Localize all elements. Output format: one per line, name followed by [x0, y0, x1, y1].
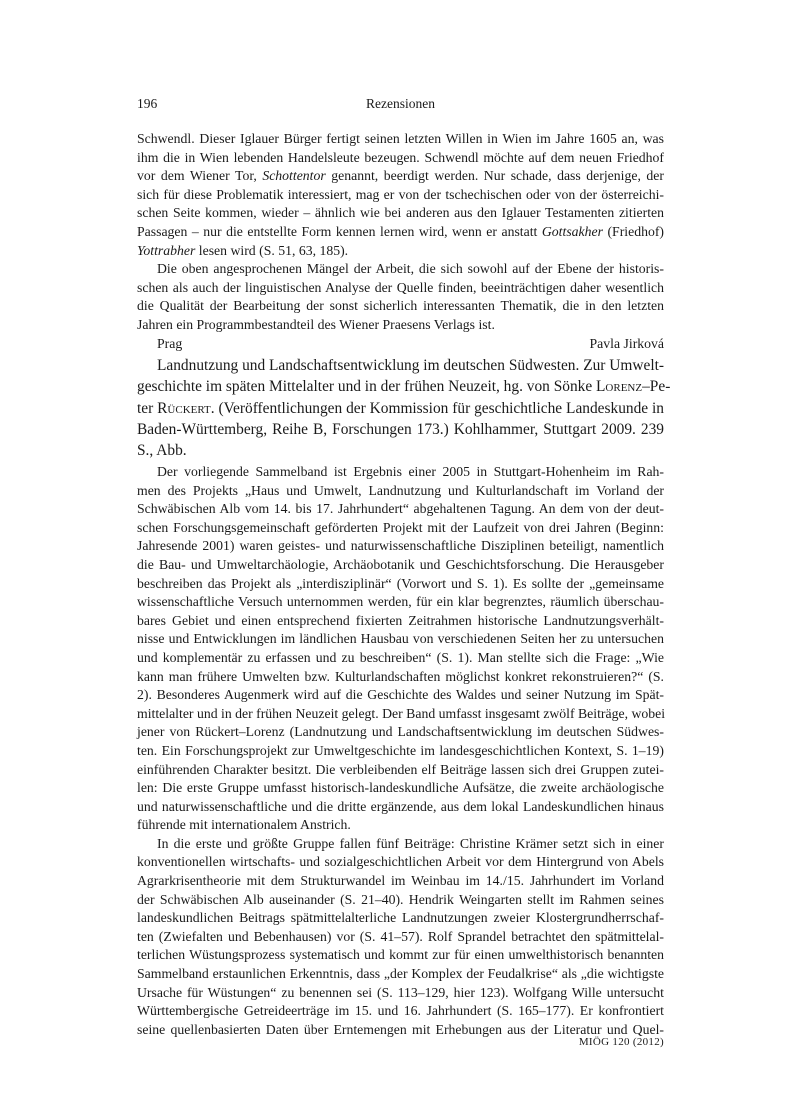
text-line: einführenden Charakter besitzt. Die verbleibenden elf Beiträge lassen sich drei Gruppen zutei-: [137, 761, 664, 777]
text-line: Die oben angesprochenen Mängel der Arbeit, die sich sowohl auf der Ebene der historis-: [157, 261, 664, 277]
bib-line: ter Rückert. (Veröffentlichungen der Kommission für geschichtliche Landeskunde in: [137, 399, 664, 417]
text-line: 2). Besonderes Augenmerk wird auf die Geschichte des Waldes und seiner Nutzung im Spät-: [137, 687, 664, 703]
running-title: Rezensionen: [366, 96, 435, 111]
text-line: und naturwissenschaftliche und die dritte ergänzende, aus dem lokal Landeskundlichen hinaus: [137, 798, 664, 814]
journal-footer: MIÖG 120 (2012): [578, 1036, 664, 1048]
text-line: schen Forschungsgemeinschaft geförderten Projekt mit der Laufzeit von drei Jahren (Beginn:: [137, 519, 664, 535]
text-line: und komplementär zu erfassen und zu beschreiben“ (S. 1). Man stellte sich die Frage: „Wie: [137, 649, 664, 665]
bib-line: Landnutzung und Landschaftsentwicklung im deutschen Südwesten. Zur Umwelt-: [157, 357, 664, 374]
review-place: Prag: [157, 335, 183, 351]
text-line: konventionellen wirtschafts- und sozialgeschichtlichen Arbeit vor dem Hintergrund von Abels: [137, 854, 664, 870]
text-line: ten (Zwiefalten und Bebenhausen) vor (S. 41–57). Rolf Sprandel betrachtet den spätmittelal-: [137, 928, 664, 944]
bib-line: geschichte im späten Mittelalter und in der frühen Neuzeit, hg. von Sönke Lorenz–Pe-: [137, 378, 671, 396]
text-line: sich für diese Problematik interessiert, mag er von der tschechischen oder von der österreichi-: [137, 186, 664, 202]
text-line: Jahren ein Programmbestandteil des Wiener Praesens Verlags ist.: [137, 316, 495, 332]
text-line: schen Seite kommen, wieder – ähnlich wie bei anderen aus den Iglauer Testamenten zitierten: [137, 205, 664, 221]
page-header: [137, 96, 664, 116]
text-line: seine quellenbasierten Daten über Erntemengen mit Erhebungen aus der Literatur und Quel-: [137, 1021, 664, 1037]
text-line: len: Die erste Gruppe umfasst historisch-landeskundliche Aufsätze, die zweite archäologische: [137, 780, 664, 796]
bibliographic-entry: [137, 355, 671, 461]
text-line: Jahresende 2001) waren geistes- und naturwissenschaftliche Disziplinen beteiligt, namentlich: [137, 538, 664, 554]
text-line: mittelalter und in der frühen Neuzeit gelegt. Der Band umfasst insgesamt zwölf Beiträge, wobei: [137, 705, 666, 721]
text-line: schen als auch der linguistischen Analyse der Quelle finden, beeinträchtigen daher wesentlich: [137, 279, 664, 295]
italic-term: Gottsakher: [541, 223, 603, 239]
text-line: die Qualität der Bearbeitung der sonst sicherlich interessanten Thematik, die in den letzten: [137, 298, 664, 314]
text-line: Schwendl. Dieser Iglauer Bürger fertigt seinen letzten Willen in Wien im Jahre 1605 an, was: [137, 131, 664, 146]
author-name: Lorenz: [596, 378, 643, 396]
text-line: bares Gebiet und einen entsprechend fixierten Zeitrahmen historische Landnutzungsverhält-: [137, 612, 664, 628]
text-line: Ursache für Wüstungen“ zu benennen sei (S. 113–129, hier 123). Wolfgang Wille untersucht: [137, 984, 664, 1000]
review-2-text: [137, 463, 664, 1039]
italic-term: Yottrabher: [137, 242, 196, 258]
text-line: Passagen – nur die entstellte Form kennen lernen wird, wenn er anstatt Gottsakher (Friedhof): [137, 223, 664, 239]
text-line: der Schwäbischen Alb auseinander (S. 21–40). Hendrik Weingarten stellt im Rahmen seines: [137, 891, 664, 907]
text-line: Schwäbischen Alb vom 14. bis 17. Jahrhundert“ abgehaltenen Tagung. An dem von der deut-: [137, 501, 664, 517]
text-line: men des Projekts „Haus und Umwelt, Landnutzung und Kulturlandschaft im Vorland der: [137, 482, 664, 498]
text-line: Agrarkrisentheorie mit dem Strukturwandel im Weinbau im 14./15. Jahrhundert im Vorland: [137, 873, 664, 889]
text-line: ten. Ein Forschungsprojekt zur Umweltgeschichte im landesgeschichtlichen Kontext, S. 1–19): [137, 742, 664, 758]
text-line: vor dem Wiener Tor, Schottentor genannt, beerdigt werden. Nur schade, dass derjenige, der: [137, 168, 664, 184]
text-line: kann man frühere Umwelten bzw. Kulturlandschaften möglichst konkret rekonstruieren?“ (S.: [137, 668, 664, 684]
text-line: In die erste und größte Gruppe fallen fünf Beiträge: Christine Krämer setzt sich in einer: [157, 835, 664, 851]
text-line: landeskundlichen Beitrags spätmittelalterliche Landnutzungen zweier Klostergrundherrschaf-: [137, 910, 664, 926]
text-line: terlichen Wüstungsprozess systematisch und kommt zur für einen umwelthistorisch benannten: [137, 947, 664, 963]
text-line: Der vorliegende Sammelband ist Ergebnis einer 2005 in Stuttgart-Hohenheim im Rah-: [157, 464, 664, 479]
text-line: jener von Rückert–Lorenz (Landnutzung und Landschaftsentwicklung im deutschen Südwes-: [137, 724, 664, 740]
text-line: nisse und Entwicklungen im ländlichen Hausbau von verschiedenen Seiten her zu untersuchen: [137, 631, 664, 647]
text-line: die Bau- und Umweltarchäologie, Archäobotanik und Geschichtsforschung. Die Herausgeber: [137, 556, 664, 572]
review-1-text: [137, 130, 664, 353]
text-line: beschreiben das Projekt als „interdisziplinär“ (Vorwort und S. 1). Es sollte der „gemeinsame: [137, 575, 664, 591]
page-number: 196: [137, 96, 158, 111]
bib-line: Baden-Württemberg, Reihe B, Forschungen 173.) Kohlhammer, Stuttgart 2009. 239: [137, 420, 664, 438]
signature-line: [137, 335, 664, 354]
text-line: ihm die in Wien lebenden Handelsleute bezeugen. Schwendl möchte auf dem neuen Friedhof: [137, 149, 664, 165]
text-line: Sammelband erstaunlichen Erkenntnis, dass „der Komplex der Feudalkrise“ als „die wichtigste: [137, 966, 664, 982]
italic-term: Schottentor: [262, 168, 326, 184]
bib-line: S., Abb.: [137, 442, 187, 460]
text-line: führende mit internationalem Anstrich.: [137, 817, 351, 833]
reviewer-name: Pavla Jirková: [589, 335, 664, 351]
text-line: Yottrabher lesen wird (S. 51, 63, 185).: [137, 242, 349, 258]
text-line: Württembergische Getreideerträge im 15. und 16. Jahrhundert (S. 165–177). Er konfrontiert: [137, 1003, 664, 1019]
author-name: Rückert: [157, 399, 211, 417]
text-line: wissenschaftliche Versuch unternommen werden, für ein klar begrenztes, räumlich überschau-: [137, 594, 664, 610]
